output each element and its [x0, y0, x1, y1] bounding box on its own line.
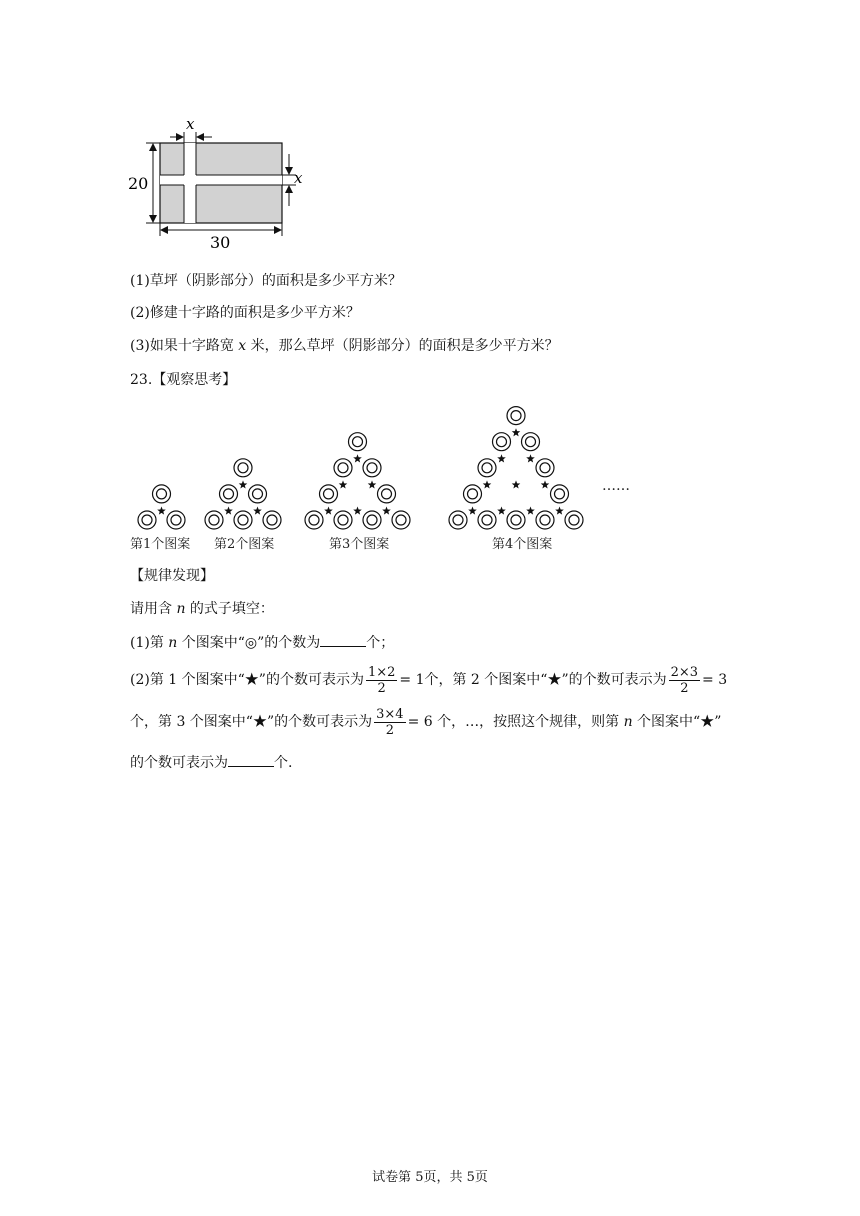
ring-icon: [478, 459, 496, 477]
p2-l2-c: 个图案中“★”: [632, 714, 722, 730]
instruction-b: 的式子填空：: [185, 601, 274, 617]
fraction-3-num: 3×4: [376, 706, 404, 722]
star-icon: [555, 507, 564, 515]
p1-c: 个；: [366, 635, 395, 651]
q22-part3-var: x: [238, 338, 247, 354]
star-icon: [512, 428, 521, 436]
page-footer: 试卷第 5页，共 5页: [372, 1170, 488, 1185]
ring-icon: [320, 485, 338, 503]
star-icon: [353, 454, 362, 462]
star-icon: [526, 454, 535, 462]
answer-blank-2[interactable]: [228, 752, 274, 767]
star-icon: [224, 507, 233, 515]
label-x-top: x: [186, 115, 195, 133]
star-icon: [497, 507, 506, 515]
pattern-label-1: 第1个图案: [130, 537, 191, 552]
pattern-label-2: 第2个图案: [214, 537, 275, 552]
q23-part2-line1: [130, 664, 727, 696]
ring-icon: [334, 459, 352, 477]
fraction-3-den: 2: [385, 722, 394, 738]
p2-l1-b: = 1个，第 2 个图案中“★”的个数可表示为: [399, 672, 667, 688]
star-icon: [353, 507, 362, 515]
ring-icon: [305, 511, 323, 529]
ring-icon: [138, 511, 156, 529]
ring-icon: [234, 459, 252, 477]
star-icon: [239, 480, 248, 488]
fraction-1: [366, 665, 397, 696]
fraction-2-den: 2: [680, 680, 689, 696]
ring-icon: [565, 511, 583, 529]
star-icon: [157, 507, 166, 515]
ring-icon: [536, 511, 554, 529]
star-icon: [541, 480, 550, 488]
q22-part3-b: 米，那么草坪（阴影部分）的面积是多少平方米？: [246, 338, 559, 354]
fraction-1-num: 1×2: [367, 664, 396, 680]
ring-icon: [363, 459, 381, 477]
p2-l3-b: 个.: [274, 755, 293, 771]
ring-icon: [392, 511, 410, 529]
fraction-3: [374, 707, 405, 738]
ring-icon: [478, 511, 496, 529]
ring-icon: [220, 485, 238, 503]
ring-icon: [167, 511, 185, 529]
lawn-diagram: [124, 112, 314, 252]
q23-part1: [130, 632, 394, 653]
instruction-var: n: [176, 601, 186, 617]
pattern-ellipsis: ……: [602, 478, 630, 494]
ring-icon: [363, 511, 381, 529]
pattern-label-3: 第3个图案: [329, 537, 390, 552]
p1-var: n: [168, 635, 178, 651]
p2-l2-a: 个，第 3 个图案中“★”的个数可表示为: [130, 714, 373, 730]
ring-icon: [334, 511, 352, 529]
p2-l2-var: n: [623, 714, 633, 730]
q23-part2-line3: [130, 752, 292, 773]
ring-icon: [449, 511, 467, 529]
p2-l1-c: = 3: [702, 672, 728, 688]
star-icon: [526, 507, 535, 515]
label-x-right: x: [294, 169, 303, 187]
fraction-2-num: 2×3: [670, 664, 699, 680]
q23-part2-line2: [130, 706, 721, 738]
q23-heading: 23.【观察思考】: [130, 372, 237, 388]
star-icon: [497, 454, 506, 462]
q22-part3-a: (3)如果十字路宽: [130, 338, 239, 354]
p2-l2-b: = 6 个，…，按照这个规律，则第: [407, 714, 624, 730]
p2-l1-a: (2)第 1 个图案中“★”的个数可表示为: [130, 672, 364, 688]
ring-icon: [507, 511, 525, 529]
ring-icon: [263, 511, 281, 529]
p2-l3-a: 的个数可表示为: [130, 755, 228, 771]
ring-icon: [493, 433, 511, 451]
q22-part2: (2)修建十字路的面积是多少平方米？: [130, 305, 360, 321]
ring-icon: [153, 485, 171, 503]
answer-blank-1[interactable]: [320, 632, 366, 647]
pattern-label-4: 第4个图案: [492, 537, 553, 552]
rule-heading: 【规律发现】: [130, 568, 214, 584]
star-icon: [368, 480, 377, 488]
ring-icon: [464, 485, 482, 503]
ring-icon: [349, 433, 367, 451]
horizontal-road: [160, 175, 282, 185]
instruction-a: 请用含: [130, 601, 177, 617]
p1-a: (1)第: [130, 635, 169, 651]
q22-part1: (1)草坪（阴影部分）的面积是多少平方米？: [130, 273, 402, 289]
ring-icon: [234, 511, 252, 529]
star-icon: [339, 480, 348, 488]
star-icon: [483, 480, 492, 488]
star-icon: [468, 507, 477, 515]
pattern-figures: [120, 392, 660, 537]
ring-icon: [522, 433, 540, 451]
fraction-2: [669, 665, 700, 696]
ring-icon: [551, 485, 569, 503]
ring-icon: [536, 459, 554, 477]
fraction-1-den: 2: [377, 680, 386, 696]
star-icon: [324, 507, 333, 515]
star-icon: [253, 507, 262, 515]
ring-icon: [507, 407, 525, 425]
label-height: 20: [128, 174, 149, 193]
ring-icon: [378, 485, 396, 503]
p1-b: 个图案中“◎”的个数为: [177, 635, 321, 651]
q22-part3: [130, 336, 559, 356]
ring-icon: [249, 485, 267, 503]
star-icon: [512, 480, 521, 488]
label-width: 30: [210, 233, 231, 252]
ring-icon: [205, 511, 223, 529]
star-icon: [382, 507, 391, 515]
instruction: [130, 599, 274, 619]
